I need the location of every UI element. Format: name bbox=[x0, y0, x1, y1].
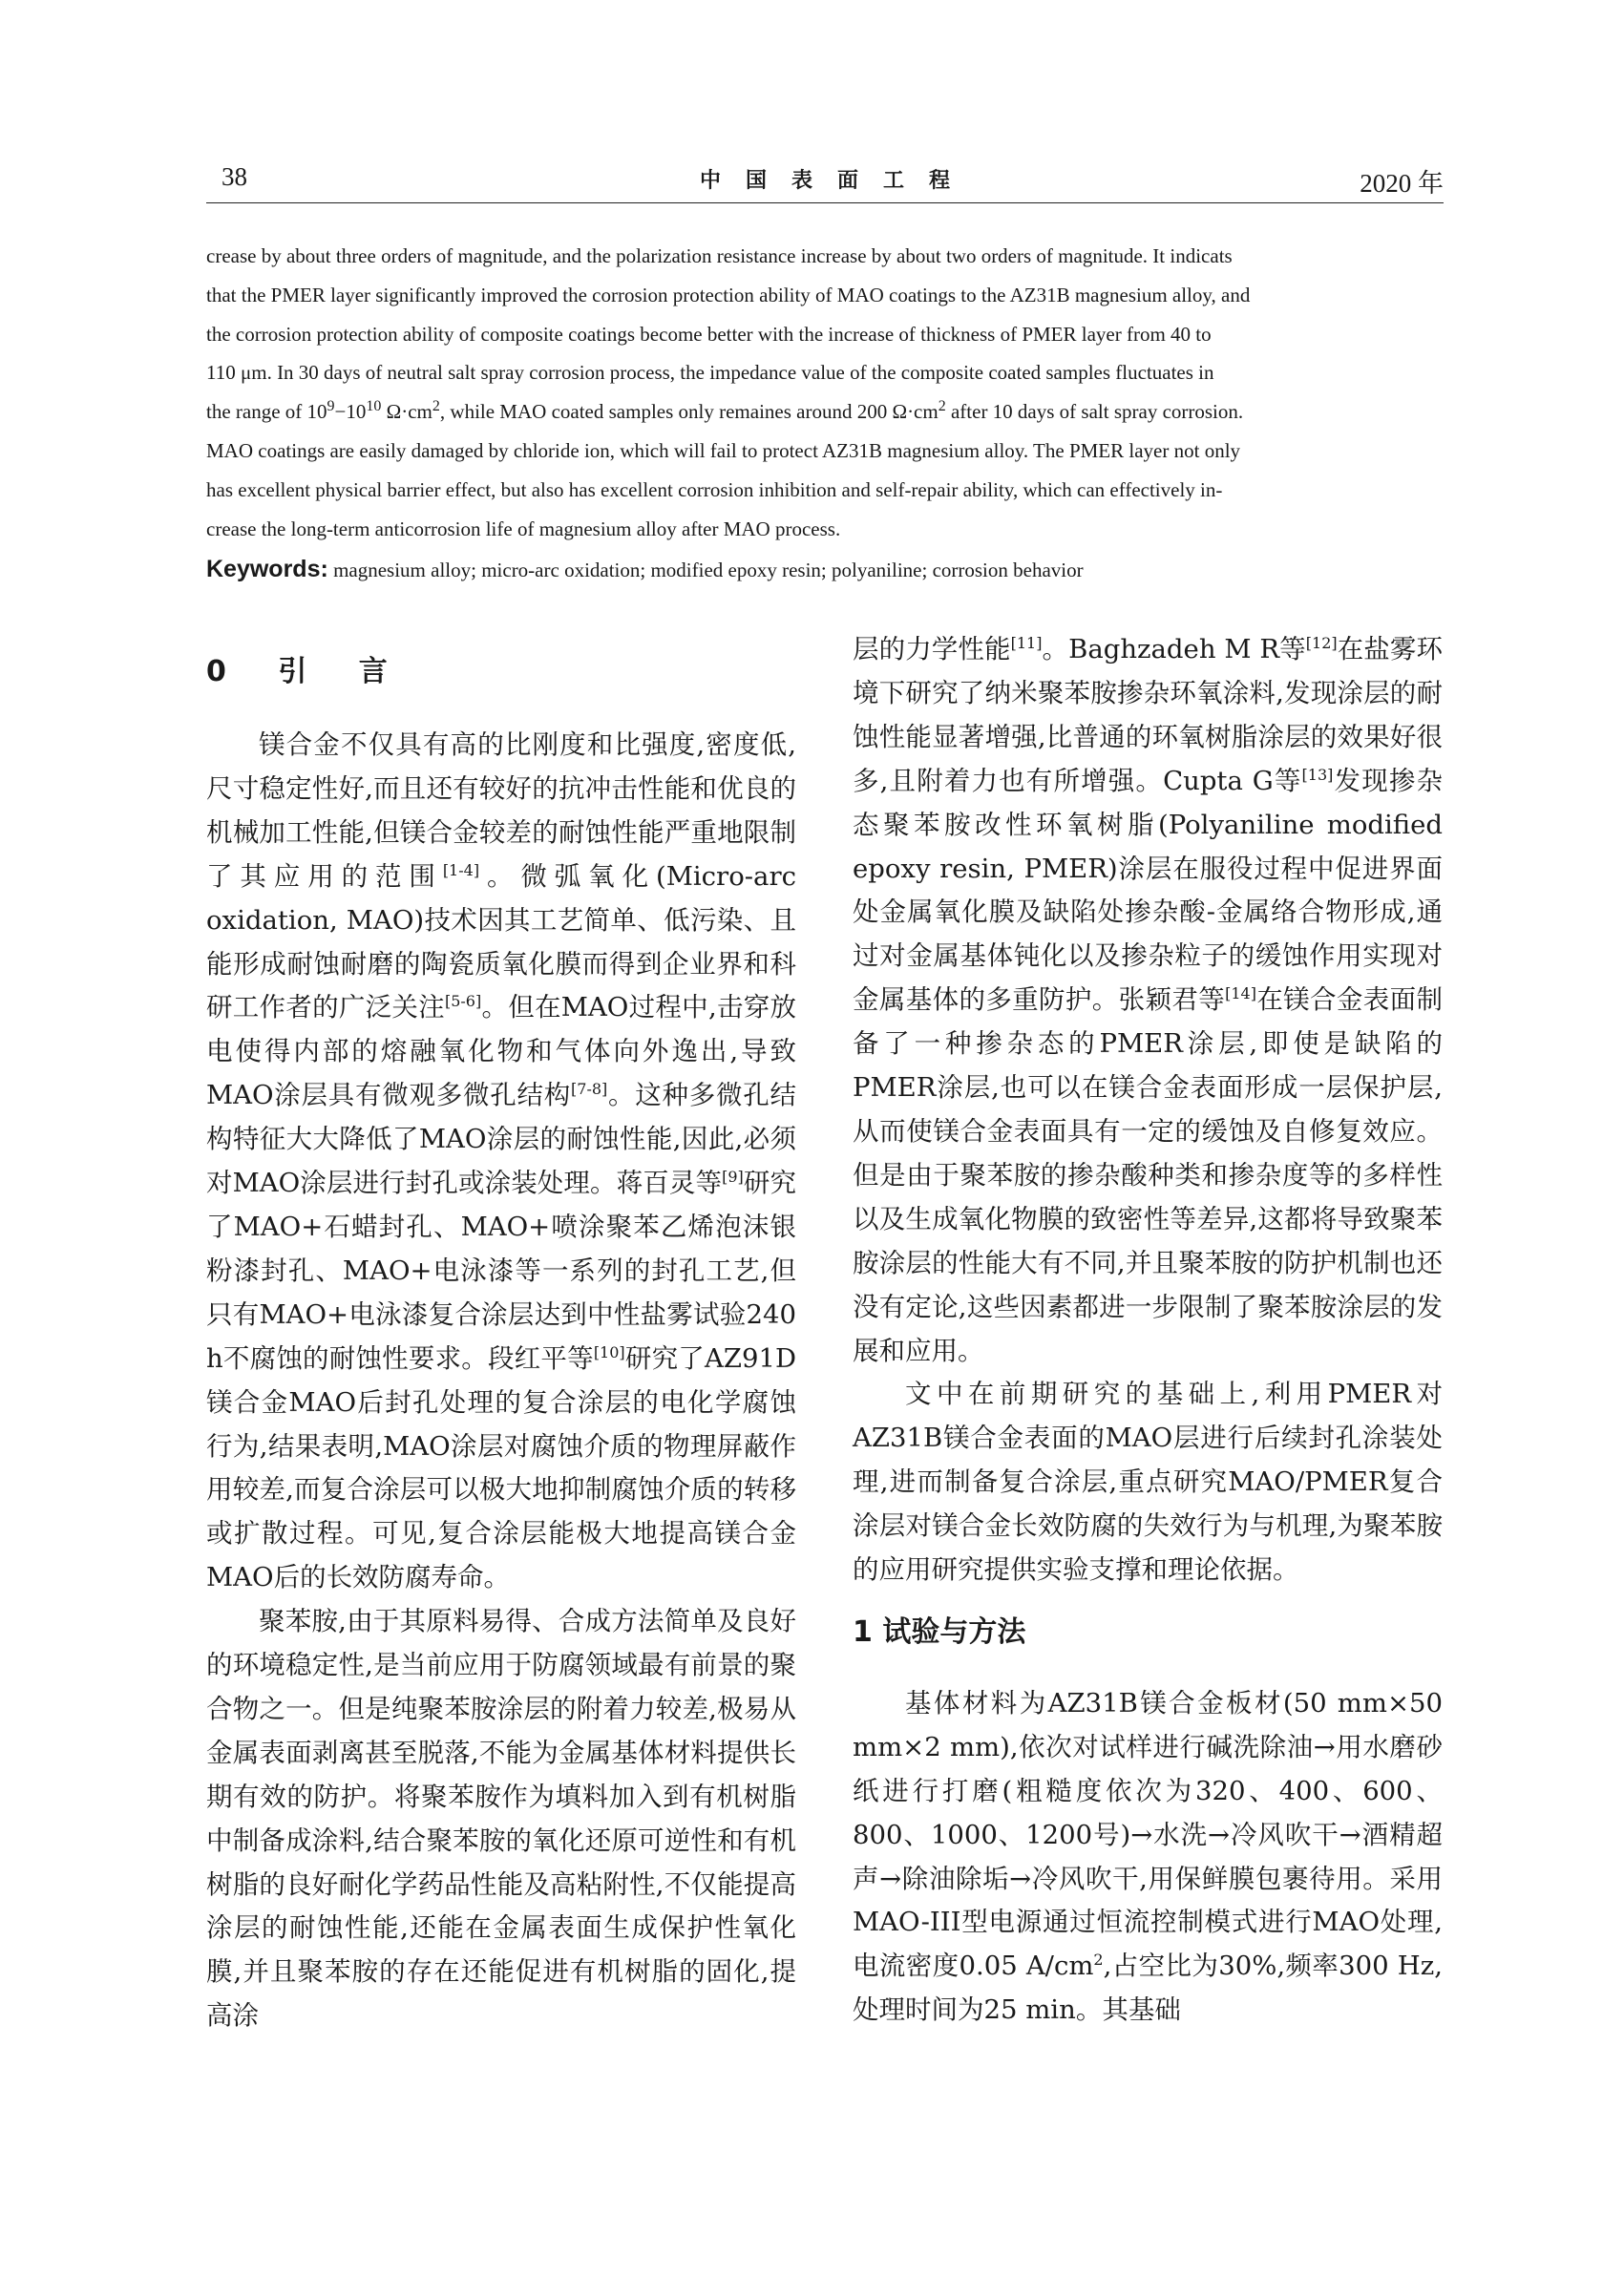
citation: [9] bbox=[722, 1167, 744, 1186]
citation: [1-4] bbox=[442, 860, 480, 879]
paragraph-text: 层的力学性能 bbox=[853, 634, 1011, 664]
section-heading-introduction: 0 引 言 bbox=[206, 655, 409, 688]
paragraph-text: 基体材料为AZ31B镁合金板材(50 mm×50 mm×2 mm),依次对试样进行碱洗除油→用水磨砂纸进行打磨(粗糙度依次为320、400、600、800、1000、1200号)→水洗→冷风吹干→酒精超声→除油除垢→冷风吹干,用保鲜膜包裹待用。采用MAO-III型电源通过恒流控制模式进行MAO处理,电流密度0.05 A/cm bbox=[853, 1687, 1443, 1982]
citation: [5-6] bbox=[444, 992, 482, 1011]
paragraph-text: 在盐雾环境下研究了纳米聚苯胺掺杂环氧涂料,发现涂层的耐蚀性能显著增强,比普通的环氧树脂涂层的效果好很多,且附着力也有所增强。Cupta G等 bbox=[853, 634, 1443, 796]
citation: [14] bbox=[1225, 984, 1256, 1003]
abstract-line: crease the long-term anticorrosion life of magnesium alloy after MAO process. bbox=[206, 517, 841, 540]
abstract-text: after 10 days of salt spray corrosion. bbox=[945, 400, 1244, 424]
paragraph-text: 研究了AZ91D镁合金MAO后封孔处理的复合涂层的电化学腐蚀行为,结果表明,MAO涂层对腐蚀介质的物理屏蔽作用较差,而复合涂层可以极大地抑制腐蚀介质的转移或扩散过程。可见,复合涂层能极大地提高镁合金MAO后的长效防腐寿命。 bbox=[206, 1342, 796, 1593]
exponent: 10 bbox=[366, 398, 382, 415]
paragraph: 聚苯胺,由于其原料易得、合成方法简单及良好的环境稳定性,是当前应用于防腐领域最有前景的聚合物之一。但是纯聚苯胺涂层的附着力较差,极易从金属表面剥离甚至脱落,不能为金属基体材料提供长期有效的防护。将聚苯胺作为填料加入到有机树脂中制备成涂料,结合聚苯胺的氧化还原可逆性和有机树脂的良好耐化学药品性能及高粘附性,不仅能提高涂层的耐蚀性能,还能在金属表面生成保护性氧化膜,并且聚苯胺的存在还能促进有机树脂的固化,提高涂 bbox=[206, 1606, 796, 2032]
right-column bbox=[853, 628, 1443, 2033]
exponent: 2 bbox=[1093, 1951, 1104, 1970]
abstract-text: Ω·cm bbox=[381, 400, 432, 424]
page-number: 38 bbox=[221, 162, 247, 191]
citation: [12] bbox=[1305, 633, 1338, 652]
abstract-text: , while MAO coated samples only remaines around 200 Ω·cm bbox=[439, 400, 939, 424]
paragraph-text: 镁合金不仅具有高的比刚度和比强度,密度低,尺寸稳定性好,而且还有较好的抗冲击性能和优良的机械加工性能,但镁合金较差的耐蚀性能严重地限制了其应用的范围 bbox=[206, 729, 796, 892]
abstract-english bbox=[206, 237, 1444, 548]
exponent: 2 bbox=[938, 398, 946, 415]
keywords-text: magnesium alloy; micro-arc oxidation; modified epoxy resin; polyaniline; corrosion behavior bbox=[327, 559, 1084, 581]
keywords-label: Keywords: bbox=[206, 556, 328, 582]
paragraph bbox=[853, 1682, 1443, 2033]
paragraph-text: 。微弧氧化(Micro-arc oxidation, MAO)技术因其工艺简单、低污染、且能形成耐蚀耐磨的陶瓷质氧化膜而得到企业界和科研工作者的广泛关注 bbox=[206, 860, 796, 1023]
abstract-line: crease by about three orders of magnitude, and the polarization resistance increase by about two orders of magnitude. It indicats bbox=[206, 244, 1233, 267]
journal-title: 中国表面工程 bbox=[699, 168, 975, 193]
abstract-line: the corrosion protection ability of composite coatings become better with the increase of thickness of PMER layer from 40 to bbox=[206, 322, 1212, 346]
abstract-line: MAO coatings are easily damaged by chloride ion, which will fail to protect AZ31B magnesium alloy. The PMER layer not only bbox=[206, 438, 1241, 462]
paragraph: 文中在前期研究的基础上,利用PMER对AZ31B镁合金表面的MAO层进行后续封孔涂装处理,进而制备复合涂层,重点研究MAO/PMER复合涂层对镁合金长效防腐的失效行为与机理,为聚苯胺的应用研究提供实验支撑和理论依据。 bbox=[853, 1379, 1443, 1586]
abstract-text: −10 bbox=[334, 400, 367, 424]
paragraph-text: ,占空比为30%,频率300 Hz,处理时间为25 min。其基础 bbox=[853, 1951, 1443, 2026]
page-header bbox=[206, 162, 1444, 200]
abstract-line: 110 μm. In 30 days of neutral salt spray corrosion process, the impedance value of the composite coated samples fluctuates in bbox=[206, 361, 1214, 385]
abstract-line: that the PMER layer significantly improved the corrosion protection ability of MAO coatings to the AZ31B magnesium alloy, and bbox=[206, 283, 1251, 306]
citation: [7-8] bbox=[571, 1080, 608, 1099]
paragraph-text: 发现掺杂态聚苯胺改性环氧树脂(Polyaniline modified epoxy resin, PMER)涂层在服役过程中促进界面处金属氧化膜及缺陷处掺杂酸-金属络合物形成,通过对金属基体钝化以及掺杂粒子的缓蚀作用实现对金属基体的多重防护。张颖君等 bbox=[853, 765, 1443, 1016]
paragraph-text: 研究了MAO+石蜡封孔、MAO+喷涂聚苯乙烯泡沫银粉漆封孔、MAO+电泳漆等一系列的封孔工艺,但只有MAO+电泳漆复合涂层达到中性盐雾试验240 h不腐蚀的耐蚀性要求。段红平等 bbox=[206, 1168, 797, 1374]
publication-year: 2020 年 bbox=[1360, 169, 1444, 198]
paragraph-text: 。这种多微孔结构特征大大降低了MAO涂层的耐蚀性能,因此,必须对MAO涂层进行封孔或涂装处理。蒋百灵等 bbox=[206, 1080, 797, 1199]
paragraph-text: 。Baghzadeh M R等 bbox=[1042, 634, 1306, 664]
citation: [13] bbox=[1301, 765, 1334, 784]
citation: [10] bbox=[593, 1342, 625, 1361]
abstract-line bbox=[206, 392, 1444, 432]
exponent: 9 bbox=[327, 398, 335, 415]
paragraph bbox=[206, 724, 796, 1600]
citation: [11] bbox=[1010, 633, 1043, 652]
abstract-text: the range of 10 bbox=[206, 400, 327, 424]
header-rule bbox=[206, 202, 1444, 203]
paragraph-text: 。但在MAO过程中,击穿放电使得内部的熔融氧化物和气体向外逸出,导致MAO涂层具有微观多微孔结构 bbox=[206, 992, 796, 1111]
paragraph bbox=[853, 628, 1443, 1373]
exponent: 2 bbox=[432, 398, 440, 415]
paragraph-text: 在镁合金表面制备了一种掺杂态的PMER涂层,即使是缺陷的PMER涂层,也可以在镁合金表面形成一层保护层,从而使镁合金表面具有一定的缓蚀及自修复效应。但是由于聚苯胺的掺杂酸种类和掺杂度等的多样性以及生成氧化物膜的致密性等差异,这都将导致聚苯胺涂层的性能大有不同,并且聚苯胺的防护机制也还没有定论,这些因素都进一步限制了聚苯胺涂层的发展和应用。 bbox=[853, 984, 1444, 1366]
left-column bbox=[206, 647, 796, 2038]
section-heading-methods: 1 试验与方法 bbox=[853, 1614, 1026, 1649]
abstract-line: has excellent physical barrier effect, but also has excellent corrosion inhibition and self-repair ability, which can effectively in- bbox=[206, 477, 1223, 501]
keywords bbox=[206, 550, 1444, 589]
